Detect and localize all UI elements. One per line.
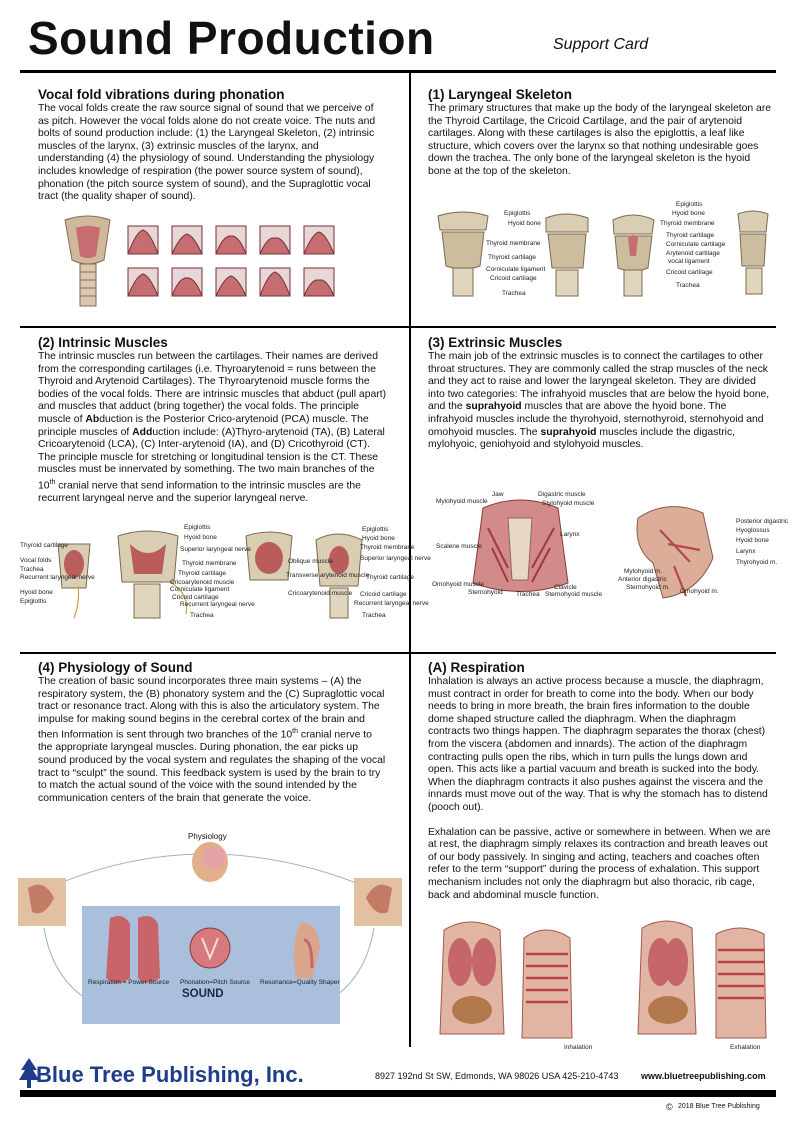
label: Sternohyoid muscle bbox=[545, 591, 603, 598]
label: Jaw bbox=[492, 491, 504, 498]
section-body: Inhalation is always an active process because a muscle, the diaphragm, must contract in order for breath to come into the body. When our body needs to bring in more breath, the brain fires information to the double dome shaped structure called the diaphragm. When the diaphragm contracts two things happen. The diaphragm separates the thorax (chest) from the viscera (abdomen and innards). The action of the diaphragm contracting pulls open the ribs, which in turn pulls the lungs down and open. This acts like a partial vacuum and breath is sucked into the body. When the diaphragm contracts it also pushes against the viscera and the innards must move out of the way. That is why the stomach has to distend (pooch out). bbox=[428, 676, 768, 813]
label: Hyoglossus bbox=[736, 527, 770, 534]
section-physiology bbox=[38, 660, 388, 805]
caption-phonation: Phonation=Pitch Source bbox=[180, 979, 250, 986]
vibration-sequence-image bbox=[128, 226, 334, 296]
label: Thyroid membrane bbox=[360, 544, 415, 551]
respiration-diagram bbox=[430, 914, 782, 1054]
section-body: The intrinsic muscles run between the cartilages. Their names are derived from the corresponding cartilages (i.e. Thyroarytenoid = runs between the Thyroid and Arytenoid Cartilages). The Thyroarytenoid muscle forms the bodies of the vocal folds. There are intrinsic muscles that abduct (pull apart) and muscles that adduct (bring together) the vocal folds. The principle muscle of Abduction is the Posterior Crico-arytenoid (PCA) muscle. The principle muscles of Adduction include: (A)Thyro-arytenoid (TA), (B) Lateral Cricoarytenoid (LCA), (C) Inter-arytenoid (IA), and (D) Cricothyroid (CT). The principle muscle for stretching or longitudinal tension is the CT. These muscles must be innervated by something. The two main branches of the 10th cranial nerve that send information to the intrinsic muscles are the recurrent laryngeal nerve and the superior laryngeal nerve. bbox=[38, 351, 387, 504]
label: Thyroid cartilage bbox=[488, 254, 537, 261]
physiology-diagram bbox=[14, 828, 406, 1034]
label: vocal ligament bbox=[668, 258, 710, 265]
label: Cricoid cartilage bbox=[360, 591, 407, 598]
torso-drawings bbox=[430, 914, 782, 1054]
label: Hyoid bone bbox=[362, 535, 395, 542]
section-heading: (1) Laryngeal Skeleton bbox=[428, 87, 573, 102]
physiology-drawings bbox=[14, 828, 406, 1034]
footer-bar bbox=[20, 1090, 776, 1097]
label: Cricoarytenoid muscle bbox=[288, 590, 353, 597]
label: Recurrent laryngeal nerve bbox=[180, 601, 255, 608]
label: Thyroid membrane bbox=[182, 560, 237, 567]
intrinsic-muscles-diagram bbox=[20, 522, 431, 622]
label: Hyoid bone bbox=[20, 589, 53, 596]
label: Posterior digastric bbox=[736, 518, 789, 525]
section-body: The primary structures that make up the body of the laryngeal skeleton are the Thyroid Cartilage, the Cricoid Cartilage, and the pair of arytenoid cartilages. Along with these cartilages is also the epiglottis, a leaf like structure, which covers over the larynx so that nothing undesirable goes down the trachea. The only bone of the laryngeal skeleton is the hyoid bone at the top of the skeleton. bbox=[428, 103, 772, 177]
label: Trachea bbox=[676, 282, 700, 289]
larynx-drawings bbox=[428, 206, 774, 301]
extrinsic-muscles-diagram bbox=[428, 488, 794, 608]
label: Stylohyoid muscle bbox=[542, 500, 595, 507]
label: Epiglottis bbox=[20, 598, 47, 605]
label: Omohyoid m. bbox=[680, 588, 719, 595]
label: Trachea bbox=[516, 591, 540, 598]
sound-label: SOUND bbox=[182, 988, 224, 1000]
section-intrinsic-muscles bbox=[38, 335, 388, 506]
label: Superior laryngeal nerve bbox=[360, 555, 431, 562]
section-heading: Vocal fold vibrations during phonation bbox=[38, 87, 285, 102]
label: Corniculate ligament bbox=[170, 586, 230, 593]
larynx-cutaway-image bbox=[65, 216, 110, 306]
label-inhalation: Inhalation bbox=[564, 1044, 593, 1051]
label: Mylohyoid muscle bbox=[436, 498, 488, 505]
section-heading: (4) Physiology of Sound bbox=[38, 660, 193, 675]
label: Epiglottis bbox=[184, 524, 211, 531]
label: Thyroid membrane bbox=[486, 240, 541, 247]
label: Omohyoid muscle bbox=[432, 581, 485, 588]
label: Hyoid bone bbox=[184, 534, 217, 541]
company-name: Blue Tree Publishing, Inc. bbox=[36, 1062, 304, 1087]
label: Epiglottis bbox=[676, 201, 703, 208]
label: Oblique muscle bbox=[288, 558, 333, 565]
label: Clavicle bbox=[554, 584, 577, 591]
label: Cricoid cartilage bbox=[666, 269, 713, 276]
row-divider-1 bbox=[20, 326, 776, 328]
label: Trachea bbox=[362, 612, 386, 619]
label: Scalene muscle bbox=[436, 543, 482, 550]
page-title: Sound Production bbox=[28, 12, 435, 64]
label: Hyoid bone bbox=[508, 220, 541, 227]
page-subtitle: Support Card bbox=[553, 36, 649, 53]
section-heading: (3) Extrinsic Muscles bbox=[428, 335, 563, 350]
label: Epiglottis bbox=[362, 526, 389, 533]
label: Sternohyoid bbox=[468, 589, 503, 596]
label: Arytenoid cartilage bbox=[666, 250, 720, 257]
company-website[interactable]: www.bluetreepublishing.com bbox=[641, 1071, 766, 1081]
caption-resonance: Resonance=Quality Shaper bbox=[260, 979, 340, 986]
section-heading: (2) Intrinsic Muscles bbox=[38, 335, 168, 350]
caption-respiration: Respiration = Power Source bbox=[88, 979, 170, 986]
section-respiration bbox=[428, 660, 774, 902]
laryngeal-skeleton-diagram bbox=[428, 198, 774, 308]
label: Thyrohyoid m. bbox=[736, 559, 778, 566]
label: Larynx bbox=[560, 531, 580, 538]
label: Sternohyoid m. bbox=[626, 584, 670, 591]
label: Thyroid cartilage bbox=[366, 574, 415, 581]
header-rule bbox=[20, 70, 776, 73]
copyright-text: 2018 Blue Tree Publishing bbox=[678, 1103, 760, 1110]
label-exhalation: Exhalation bbox=[730, 1044, 761, 1051]
label: Epiglottis bbox=[504, 210, 531, 217]
label: Digastric muscle bbox=[538, 491, 586, 498]
label: Thyroid cartilage bbox=[666, 232, 715, 239]
label: Trachea bbox=[502, 290, 526, 297]
section-laryngeal-skeleton bbox=[428, 87, 774, 179]
label: Cricoid cartilage bbox=[172, 594, 219, 601]
label: Corniculate cartilage bbox=[666, 241, 726, 248]
label: Transverse arytenoid muscle bbox=[286, 572, 370, 579]
label: Recurrent laryngeal nerve bbox=[354, 600, 429, 607]
copyright-icon: © bbox=[666, 1102, 673, 1112]
vocal-fold-illustration bbox=[50, 212, 350, 312]
section-body-2: Exhalation can be passive, active or somewhere in between. When we are at rest, the diaphragm simply relaxes its contraction and breath leaves out of our body passively. In singing and acting, teachers and coaches often refer to the term “support” during the process of exhalation. This support mechanism includes not only the diaphragm but also thoracic, rib cage, back and abdominal muscle function. bbox=[428, 826, 771, 901]
label: Corniculate ligament bbox=[486, 266, 546, 273]
label: Larynx bbox=[736, 548, 756, 555]
label: Cricoid cartilage bbox=[490, 275, 537, 282]
section-extrinsic-muscles bbox=[428, 335, 774, 452]
company-address: 8927 192nd St SW, Edmonds, WA 98026 USA 425-210-4743 bbox=[375, 1071, 619, 1081]
label: Mylohyoid m. bbox=[624, 568, 663, 575]
label: Anterior digastric bbox=[618, 576, 667, 583]
row-divider-2 bbox=[20, 652, 776, 654]
label: Thyroid cartilage bbox=[178, 570, 227, 577]
section-heading: (A) Respiration bbox=[428, 660, 525, 675]
label: Trachea bbox=[20, 566, 44, 573]
section-vocal bbox=[38, 87, 383, 204]
label: Recurrent laryngeal nerve bbox=[20, 574, 95, 581]
label: Superior laryngeal nerve bbox=[180, 546, 251, 553]
section-body: The vocal folds create the raw source signal of sound that we perceive of as pitch. However the vocal folds alone do not create voice. The nuts and bolts of sound production include: (1) the Laryngeal Skeleton, (2) intrinsic muscles of the larynx, (3) extrinsic muscles of the larynx, and understanding (4) the physiology of sound. Understanding the physiology includes knowledge of respiration (the power source system of sound), phonation (the pitch source system of sound), and the Supraglottic vocal tract (the quality shaper of sound). bbox=[38, 103, 376, 203]
label: Vocal folds bbox=[20, 557, 52, 564]
section-body: The creation of basic sound incorporates three main systems – (A) the respiratory system, the (B) phonatory system and the (C) Supraglottic vocal tract or resonance tract. Along with this is also the articulatory system. The impulse for making sound begins in the cerebral cortex of the brain and then Information is sent through two branches of the 10th cranial nerve to the appropriate laryngeal muscles. During phonation, the ear picks up sound produced by the vocal system and regulates the shaping of the vocal tract to “sculpt” the sound. This feedback system is used by the brain to try to match the actual sound of the voice with the sound intended by the communication centers of the brain that generate the voice. bbox=[38, 676, 386, 804]
label: Thyroid membrane bbox=[660, 220, 715, 227]
label: Trachea bbox=[190, 612, 214, 619]
label: Hyoid bone bbox=[736, 537, 769, 544]
label: Thyroid cartilage bbox=[20, 542, 69, 549]
section-body: The main job of the extrinsic muscles is to connect the cartilages to other throat structures. They are commonly called the strap muscles of the neck and they act to raise and lower the laryngeal skeleton. They are divided into two categories: The infrahyoid muscles that are below the hyoid bone, and the suprahyoid muscles that are above the hyoid bone. The infrahyoid muscles include the thyrohyoid, sternothyroid, sternohyoid and omohyoid muscles. The suprahyoid muscles include the digastric, mylohyoic, geniohyoid and stylohyoid muscles. bbox=[428, 351, 770, 451]
label: Cricoarytenoid muscle bbox=[170, 579, 235, 586]
label: Hyoid bone bbox=[672, 210, 705, 217]
diagram-title: Physiology bbox=[188, 832, 227, 841]
